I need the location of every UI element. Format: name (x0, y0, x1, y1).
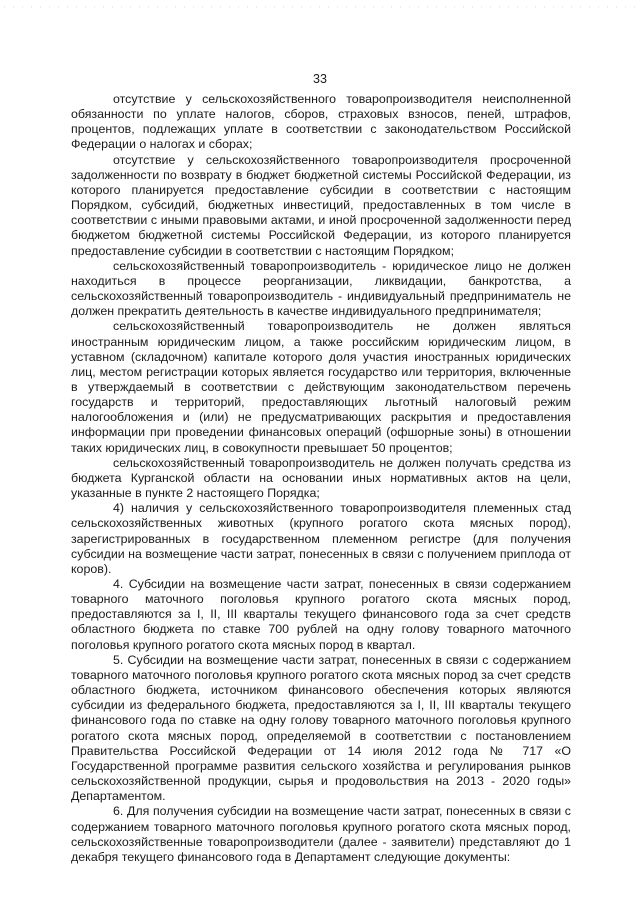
paragraph-no-other-regional-funds: сельскохозяйственный товаропроизводитель не должен получать средства из бюджета Курганской области на основании иных нормативных актов на цели, указанные в пункте 2 настоящего Порядка; (71, 455, 571, 501)
document-body (71, 92, 571, 865)
paragraph-not-in-reorganization: сельскохозяйственный товаропроизводитель - юридическое лицо не должен находиться в процессе реорганизации, ликвидации, банкротства, а сельскохозяйственный товаропроизводитель - индивидуальный предприниматель не должен прекратить деятельность в качестве индивидуального предпринимателя; (71, 258, 571, 319)
paragraph-section-4-regional-subsidy: 4. Субсидии на возмещение части затрат, понесенных в связи содержанием товарного маточного поголовья крупного рогатого скота мясных пород, предоставляются за I, II, III кварталы текущего финансового года за счет средств областного бюджета по ставке 700 рублей на одну голову товарного маточного поголовья крупного рогатого скота мясных пород в квартал. (71, 577, 571, 652)
scan-artifact-dots (0, 6, 640, 8)
paragraph-no-overdue-budget-debt: отсутствие у сельскохозяйственного товаропроизводителя просроченной задолженности по возврату в бюджет бюджетной системы Российской Федерации, из которого планируется предоставление субсидии в соответствии с настоящим Порядком, субсидий, бюджетных инвестиций, предоставленных в том числе в соответствии с иными правовыми актами, и иной просроченной задолженности перед бюджетом бюджетной системы Российской Федерации, из которого планируется предоставление субсидии в соответствии с настоящим Порядком; (71, 152, 571, 258)
paragraph-no-tax-debt: отсутствие у сельскохозяйственного товаропроизводителя неисполненной обязанности по уплате налогов, сборов, страховых взносов, пеней, штрафов, процентов, подлежащих уплате в соответствии с законодательством Российской Федерации о налогах и сборах; (71, 92, 571, 152)
paragraph-breeding-herds: 4) наличия у сельскохозяйственного товаропроизводителя племенных стад сельскохозяйственных животных (крупного рогатого скота мясных пород), зарегистрированных в государственном племенном регистре (для получения субсидии на возмещение части затрат, понесенных в связи с получением приплода от коров). (71, 501, 571, 576)
paragraph-section-6-documents: 6. Для получения субсидии на возмещение части затрат, понесенных в связи с содержанием товарного маточного поголовья крупного рогатого скота мясных пород, сельскохозяйственные товаропроизводители (далее - заявители) представляют до 1 декабря текущего финансового года в Департамент следующие документы: (71, 804, 571, 864)
paragraph-section-5-federal-subsidy: 5. Субсидии на возмещение части затрат, понесенных в связи с содержанием товарного маточного поголовья крупного рогатого скота мясных пород за счет средств областного бюджета, источником финансового обеспечения которых являются субсидии из федерального бюджета, предоставляются за I, II, III кварталы текущего финансового года по ставке на одну голову товарного маточного поголовья крупного рогатого скота мясных пород, определяемой в соответствии с постановлением Правительства Российской Федерации от 14 июля 2012 года № 717 «О Государственной программе развития сельского хозяйства и регулирования рынков сельскохозяйственной продукции, сырья и продовольствия на 2013 - 2020 годы» Департаментом. (71, 652, 571, 804)
page-number: 33 (313, 72, 327, 86)
paragraph-not-foreign-entity: сельскохозяйственный товаропроизводитель не должен являться иностранным юридическим лицом, а также российским юридическим лицом, в уставном (складочном) капитале которого доля участия иностранных юридических лиц, местом регистрации которых является государство или территория, включенные в утверждаемый в соответствии с действующим законодательством перечень государств и территорий, предоставляющих льготный налоговый режим налогообложения и (или) не предусматривающих раскрытия и предоставления информации при проведении финансовых операций (офшорные зоны) в отношении таких юридических лиц, в совокупности превышает 50 процентов; (71, 319, 571, 455)
